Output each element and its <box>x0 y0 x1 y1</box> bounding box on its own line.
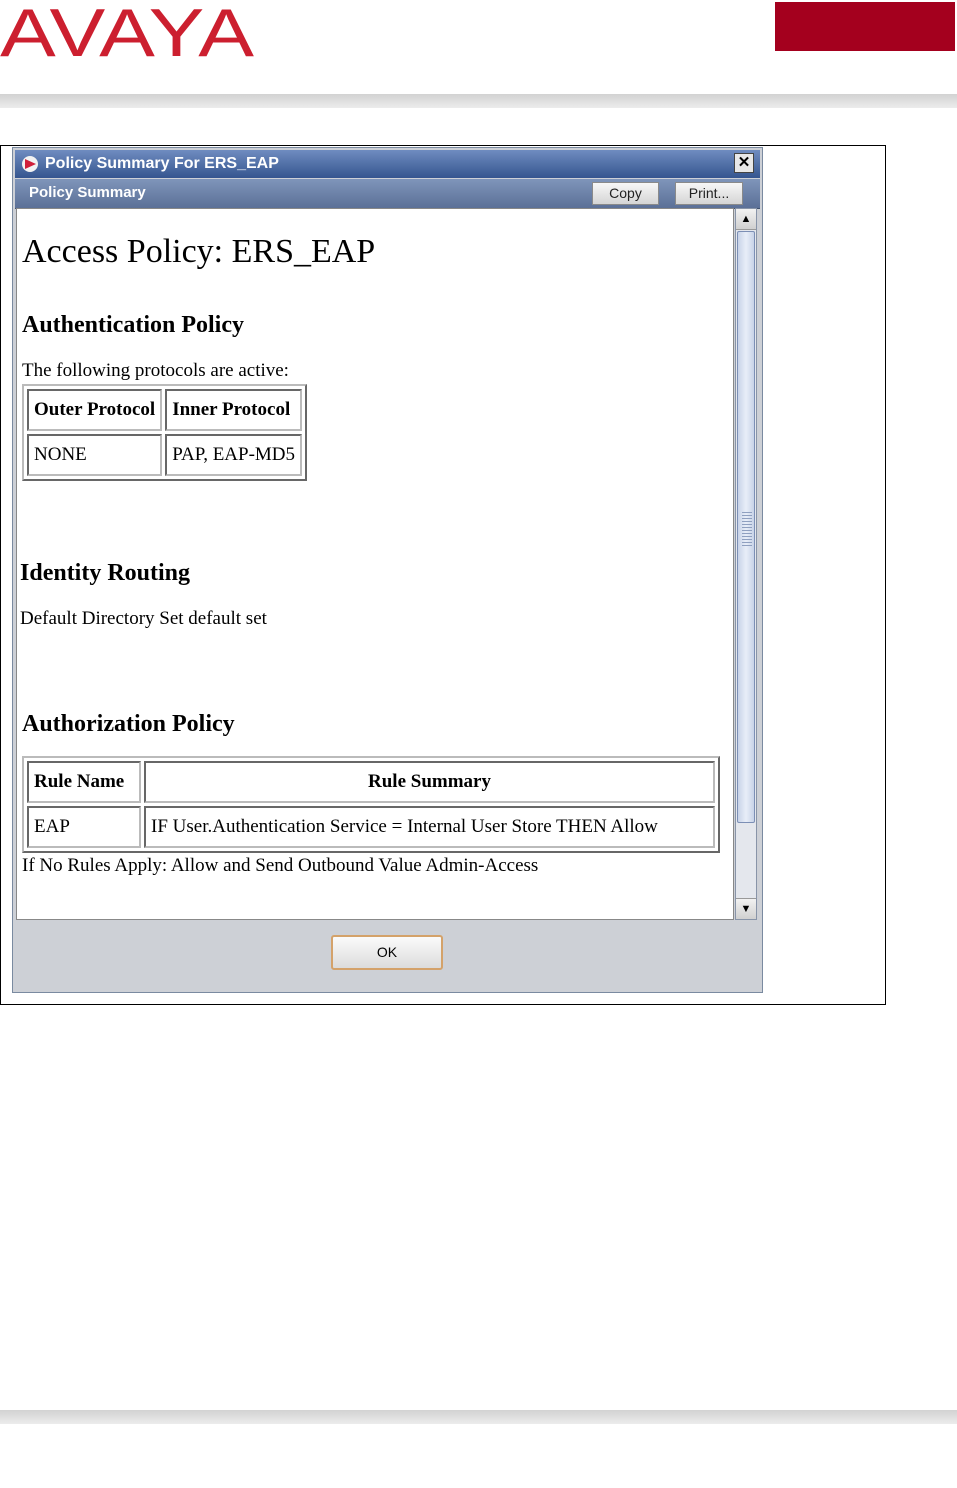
protocol-table <box>22 384 307 481</box>
dialog-title: Policy Summary For ERS_EAP <box>45 155 279 172</box>
section-title: Policy Summary <box>29 184 146 201</box>
close-icon: ✕ <box>737 154 751 171</box>
header-divider <box>0 94 957 108</box>
rules-table <box>22 756 720 853</box>
authorization-heading: Authorization Policy <box>22 711 235 737</box>
header-accent-block <box>775 2 955 51</box>
ok-button[interactable]: OK <box>331 935 443 970</box>
dialog-titlebar[interactable] <box>15 150 760 178</box>
summary-content <box>16 208 734 920</box>
identity-text: Default Directory Set default set <box>20 608 267 629</box>
policy-heading: Access Policy: ERS_EAP <box>22 233 376 270</box>
svg-text:AVAYA: AVAYA <box>0 0 255 71</box>
outer-protocol-cell: NONE <box>27 434 162 476</box>
scroll-up-icon[interactable]: ▲ <box>736 209 756 230</box>
authentication-heading: Authentication Policy <box>22 312 244 338</box>
rule-name-cell: EAP <box>27 806 141 848</box>
print-button[interactable]: Print... <box>675 182 743 205</box>
vertical-scrollbar[interactable] <box>735 208 757 920</box>
inner-protocol-cell: PAP, EAP-MD5 <box>165 434 302 476</box>
table-row <box>27 434 302 476</box>
policy-summary-dialog <box>12 147 763 993</box>
app-icon <box>21 155 39 173</box>
scroll-down-icon[interactable]: ▼ <box>736 898 756 919</box>
table-header-row <box>27 389 302 431</box>
rule-summary-cell: IF User.Authentication Service = Internal User Store THEN Allow <box>144 806 715 848</box>
table-row <box>27 806 715 848</box>
close-button[interactable] <box>734 153 754 173</box>
table-header-row <box>27 761 715 803</box>
copy-button[interactable]: Copy <box>592 182 659 205</box>
column-header: Rule Summary <box>144 761 715 803</box>
grip-icon <box>742 512 752 546</box>
footer-divider <box>0 1410 957 1424</box>
scroll-thumb[interactable] <box>737 231 755 823</box>
summary-toolbar <box>15 179 760 209</box>
column-header: Rule Name <box>27 761 141 803</box>
avaya-logo <box>0 0 260 80</box>
default-rule-text: If No Rules Apply: Allow and Send Outbound Value Admin-Access <box>22 855 539 876</box>
column-header: Inner Protocol <box>165 389 302 431</box>
column-header: Outer Protocol <box>27 389 162 431</box>
identity-heading: Identity Routing <box>20 560 191 586</box>
protocols-intro: The following protocols are active: <box>22 360 289 381</box>
